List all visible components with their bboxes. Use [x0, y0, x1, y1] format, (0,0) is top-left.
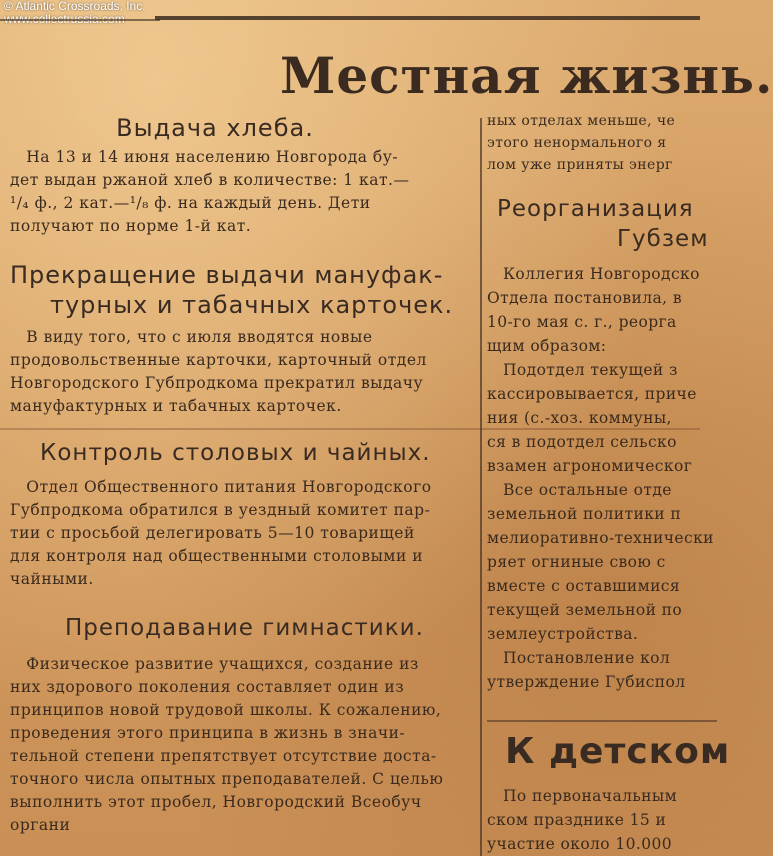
column-divider: [480, 118, 482, 856]
article-reorganization: [487, 194, 717, 694]
copyright-watermark: [4, 0, 146, 26]
article-bread: [10, 110, 480, 238]
section-masthead: Местная жизнь.: [280, 46, 773, 105]
article-body: [487, 784, 717, 856]
headline-line: турных и табачных карточек.: [50, 291, 454, 319]
text-line: В виду того, что с июля вводятся новые: [10, 328, 373, 346]
text-line: мелиоративно-технически: [487, 529, 714, 547]
text-line: Подотдел текущей з: [487, 361, 678, 379]
text-line: тии с просьбой делегировать 5—10 товарищей: [10, 524, 415, 542]
text-line: тельной степени препятствует отсутствие доста-: [10, 747, 437, 765]
continued-text: [487, 110, 717, 176]
text-line: землеустройства.: [487, 625, 639, 643]
article-cards: [10, 260, 480, 418]
text-line: ния (с.-хоз. коммуны,: [487, 409, 672, 427]
text-line: земельной политики п: [487, 505, 682, 523]
text-line: продовольственные карточки, карточный отдел: [10, 351, 427, 369]
text-line: кассировывается, приче: [487, 385, 697, 403]
article-body: [10, 326, 480, 418]
watermark-line-1: © Atlantic Crossroads, Inc.: [4, 0, 146, 13]
text-line: дет выдан ржаной хлеб в количестве: 1 кат.—: [10, 171, 410, 189]
text-line: выполнить этот пробел, Новгородский Всеобуч: [10, 793, 422, 811]
text-line: ском празднике 15 и: [487, 811, 667, 829]
text-line: ных отделах меньше, че: [487, 113, 676, 129]
text-line: Отдела постановила, в: [487, 289, 682, 307]
text-line: ряет огниные свою с: [487, 553, 666, 571]
text-line: получают по норме 1-й кат.: [10, 217, 252, 235]
top-rule: [155, 16, 700, 20]
text-line: По первоначальным: [487, 787, 678, 805]
text-line: ся в подотдел сельско: [487, 433, 677, 451]
text-line: проведения этого принципа в жизнь в значи-: [10, 724, 406, 742]
text-line: принципов новой трудовой школы. К сожалению,: [10, 701, 442, 719]
headline-bread: Выдача хлеба.: [116, 114, 314, 142]
left-column: [10, 110, 480, 837]
article-body: [10, 146, 480, 238]
text-line: Физическое развитие учащихся, создание из: [10, 655, 419, 673]
text-line: этого ненормального я: [487, 135, 667, 151]
text-line: утверждение Губиспол: [487, 673, 686, 691]
headline-reorganization: [487, 194, 717, 254]
text-line: них здорового поколения составляет один из: [10, 678, 405, 696]
text-line: для контроля над общественными столовыми и: [10, 547, 424, 565]
text-line: ¹/₄ ф., 2 кат.—¹/₈ ф. на каждый день. Дети: [10, 194, 371, 212]
article-body: [487, 262, 717, 694]
text-line: Все остальные отде: [487, 481, 672, 499]
text-line: вместе с оставшимися: [487, 577, 681, 595]
article-body: [10, 653, 480, 837]
text-line: участие около 10.000: [487, 835, 672, 853]
headline-line: Прекращение выдачи мануфак-: [10, 261, 444, 289]
article-canteens: [10, 436, 480, 591]
headline-children: К детском: [505, 731, 731, 772]
text-line: щим образом:: [487, 337, 607, 355]
text-line: чайными.: [10, 570, 94, 588]
article-gymnastics: [10, 611, 480, 837]
top-rule-left: [0, 19, 160, 21]
article-children: [487, 720, 731, 856]
text-line: взамен агрономическог: [487, 457, 693, 475]
text-line: 10-го мая с. г., реорга: [487, 313, 677, 331]
text-line: Коллегия Новгородско: [487, 265, 700, 283]
text-line: лом уже приняты энерг: [487, 157, 673, 173]
text-line: На 13 и 14 июня населению Новгорода бу-: [10, 148, 399, 166]
headline-gymnastics: Преподавание гимнастики.: [65, 615, 424, 641]
article-body: [10, 476, 480, 591]
text-line: Новгородского Губпродкома прекратил выдачу: [10, 374, 424, 392]
text-line: органи: [10, 816, 71, 834]
text-line: Губпродкома обратился в уездный комитет пар-: [10, 501, 431, 519]
text-line: точного числа опытных преподавателей. С целью: [10, 770, 444, 788]
headline-line: Реорганизация: [497, 196, 694, 222]
text-line: мануфактурных и табачных карточек.: [10, 397, 342, 415]
text-line: Отдел Общественного питания Новгородского: [10, 478, 432, 496]
headline-line: Губзем: [617, 226, 709, 252]
text-line: текущей земельной по: [487, 601, 683, 619]
headline-cards: [10, 260, 480, 320]
headline-canteens: Контроль столовых и чайных.: [40, 440, 431, 466]
text-line: Постановление кол: [487, 649, 671, 667]
right-column: [487, 110, 731, 856]
